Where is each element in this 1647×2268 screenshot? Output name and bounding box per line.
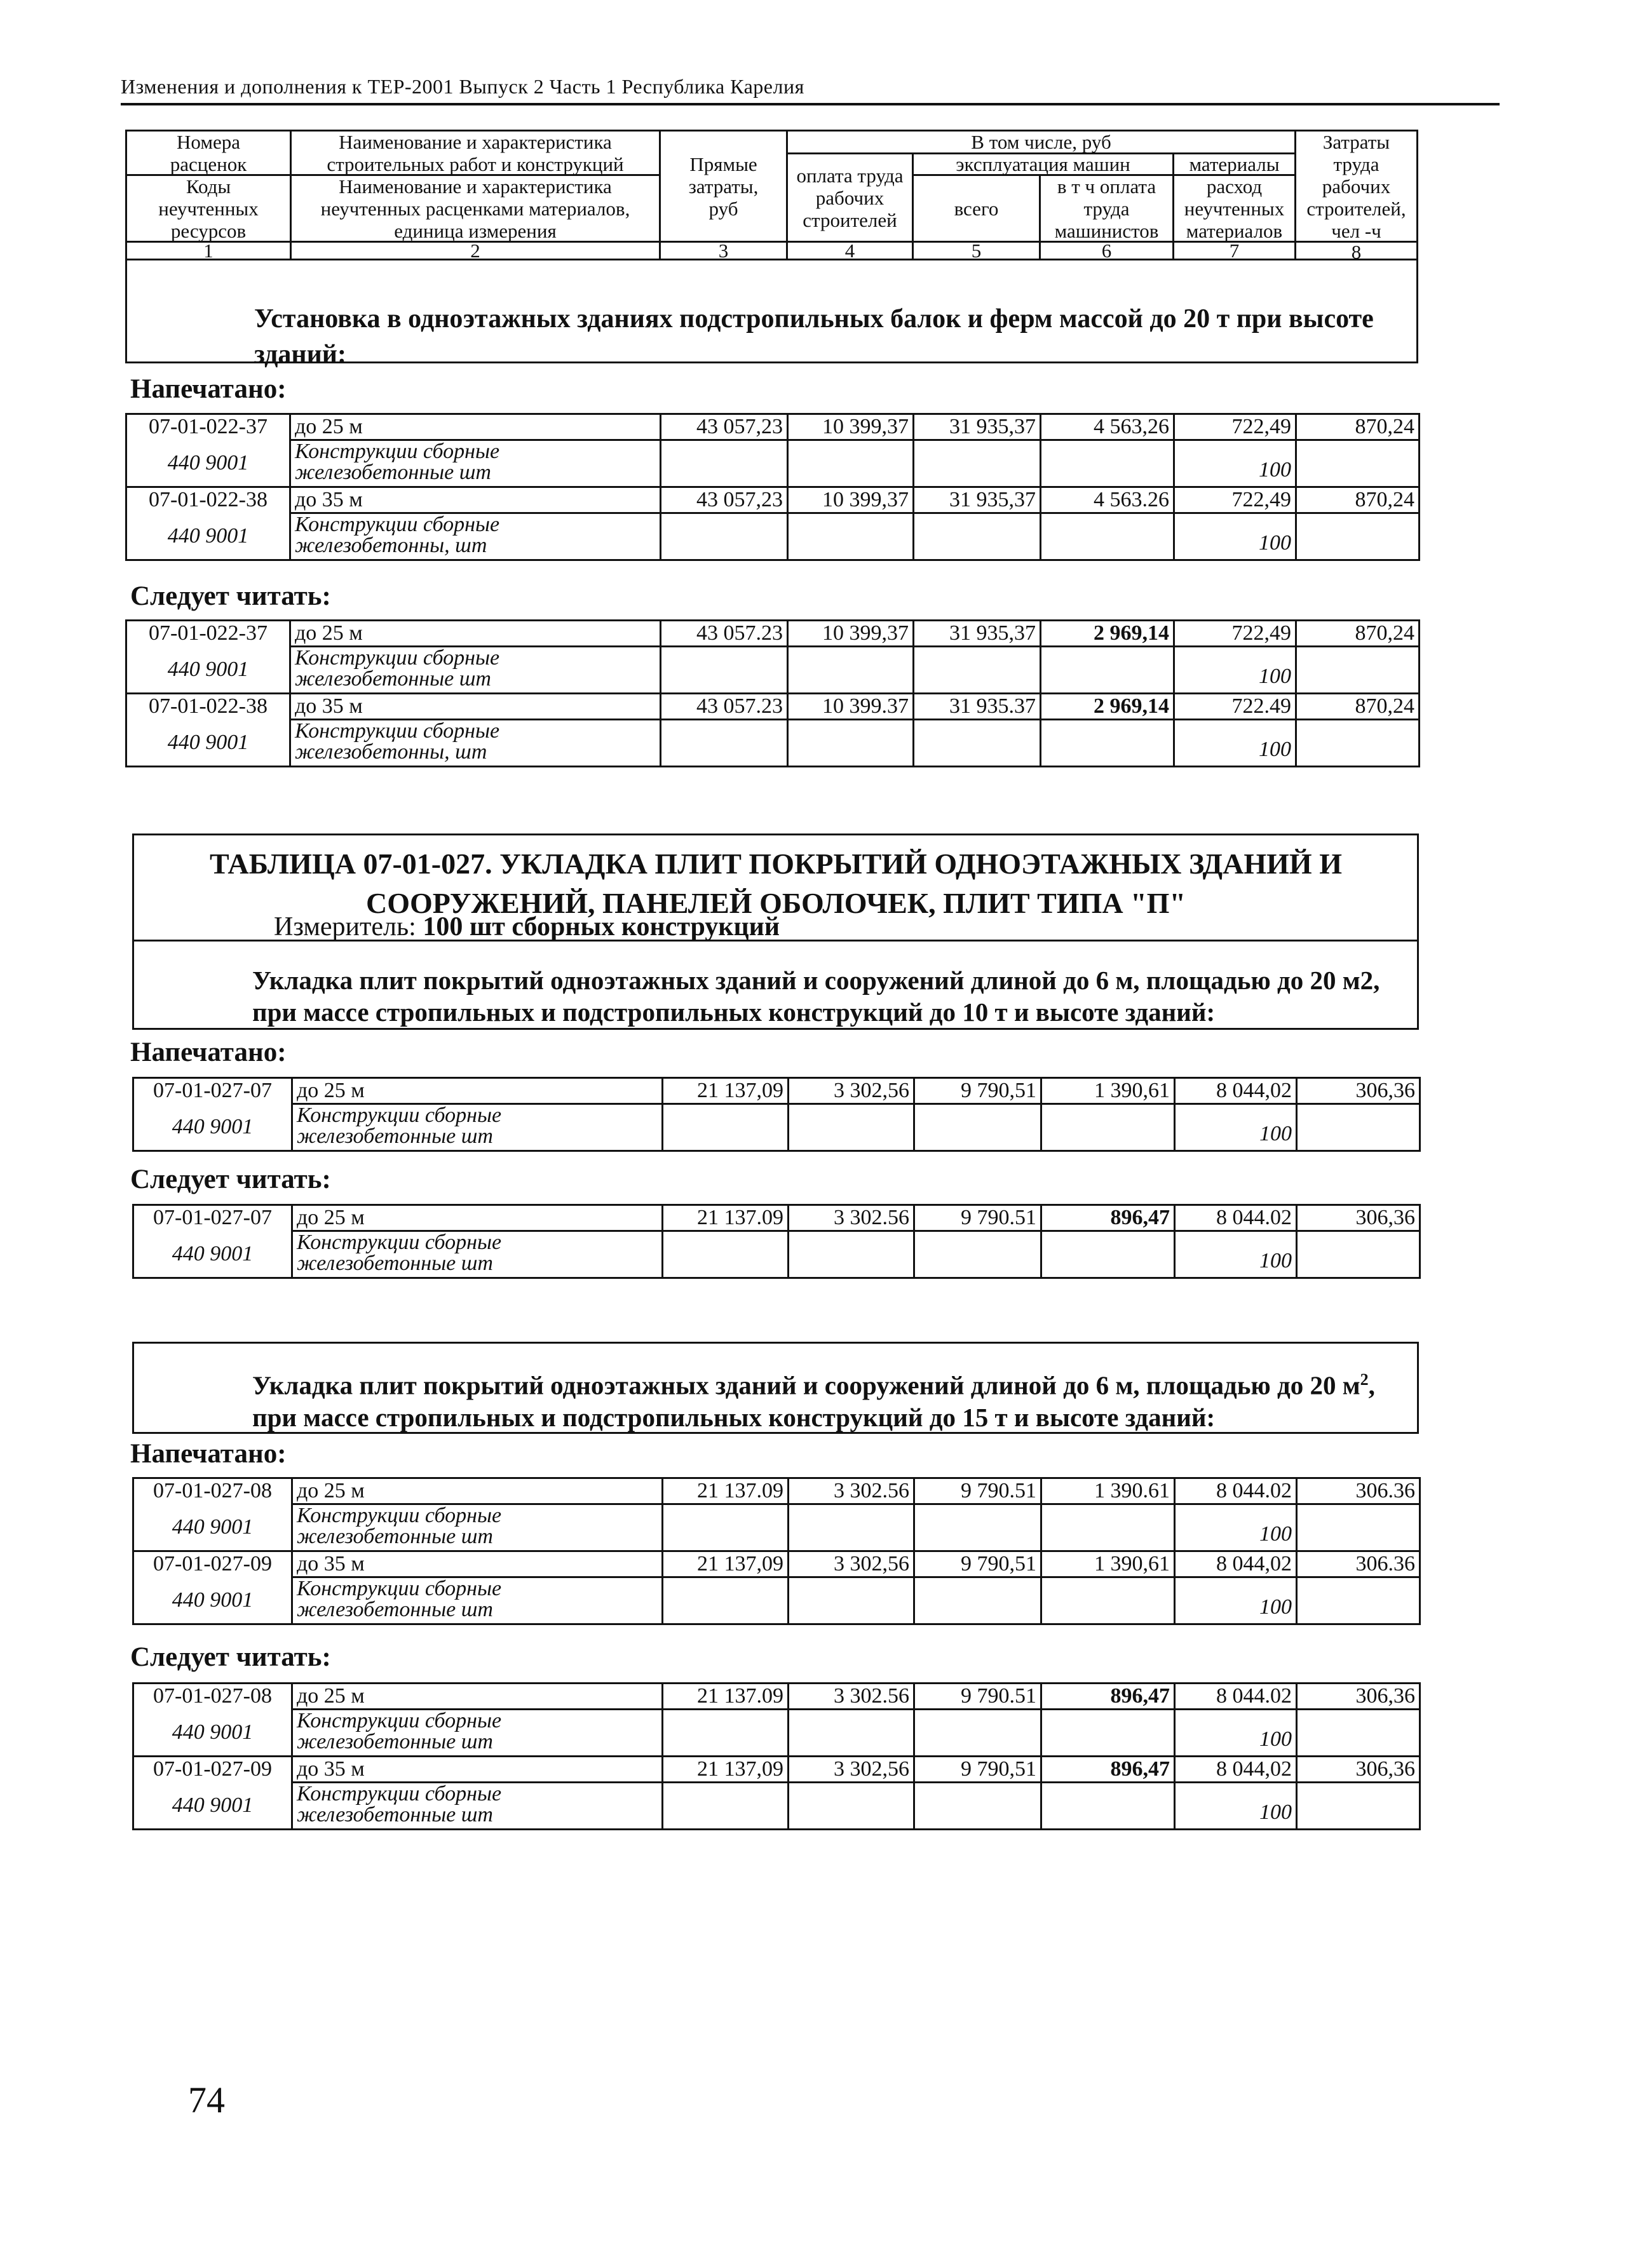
resource-name [292, 1231, 663, 1278]
empty-cell [1041, 1710, 1175, 1757]
empty-cell [914, 513, 1041, 560]
empty-cell [789, 1231, 914, 1278]
resource-row [133, 1783, 1420, 1830]
resource-code: 440 9001 [126, 720, 290, 767]
machinist-pay: 1 390,61 [1041, 1078, 1175, 1104]
resource-name-line1: Конструкции сборные [297, 1577, 502, 1600]
machinist-pay: 896,47 [1041, 1684, 1175, 1710]
materials-cost: 8 044.02 [1175, 1478, 1297, 1504]
empty-cell [914, 440, 1041, 487]
resource-name-line1: Конструкции сборные [297, 1782, 502, 1806]
resource-quantity: 100 [1175, 1104, 1297, 1151]
col3-line3: руб [708, 197, 738, 220]
col-num-3: 3 [661, 243, 788, 260]
rate-code: 07-01-027-07 [133, 1078, 292, 1104]
sub2-title [252, 1364, 1415, 1433]
sub2-line1-wrap [252, 1364, 1415, 1401]
resource-code: 440 9001 [133, 1231, 292, 1278]
direct-costs: 43 057,23 [661, 414, 788, 440]
machine-costs: 31 935,37 [914, 414, 1041, 440]
sub1-box [132, 940, 1419, 1030]
materials-cost: 8 044,02 [1175, 1078, 1297, 1104]
sub1-line2: при массе стропильных и подстропильных конструкций до 10 т и высоте зданий: [252, 997, 1216, 1027]
labor-pay: 3 302,56 [789, 1551, 914, 1577]
machinist-pay: 1 390.61 [1041, 1478, 1175, 1504]
resource-quantity: 100 [1174, 647, 1296, 694]
rate-code: 07-01-027-08 [133, 1684, 292, 1710]
resource-row [126, 440, 1420, 487]
resource-code: 440 9001 [126, 513, 290, 560]
labor-hours: 306.36 [1297, 1551, 1420, 1577]
work-name: до 35 м [292, 1757, 663, 1783]
resource-quantity: 100 [1175, 1710, 1297, 1757]
labor-hours: 306,36 [1297, 1078, 1420, 1104]
empty-cell [1296, 513, 1420, 560]
resource-code: 440 9001 [133, 1577, 292, 1624]
resource-name-line2: железобетонны, шт [295, 740, 487, 764]
col6-line1: в т ч оплата [1057, 175, 1156, 198]
col2-top-header [292, 132, 661, 176]
machine-costs: 9 790.51 [914, 1684, 1041, 1710]
direct-costs: 43 057.23 [661, 694, 788, 720]
machine-costs: 31 935.37 [914, 694, 1041, 720]
col8-header [1296, 132, 1416, 243]
col5-header: всего [914, 176, 1041, 243]
empty-cell [1041, 440, 1174, 487]
empty-cell [1297, 1783, 1420, 1830]
materials-cost: 8 044,02 [1175, 1757, 1297, 1783]
col4-line3: строителей [803, 208, 897, 231]
rate-code: 07-01-027-08 [133, 1478, 292, 1504]
resource-code: 440 9001 [133, 1504, 292, 1551]
labor-pay: 10 399.37 [788, 694, 914, 720]
resource-name-line2: железобетонные шт [295, 461, 491, 484]
sub1-title [252, 964, 1415, 1028]
table-row [126, 487, 1420, 513]
resource-name [292, 1577, 663, 1624]
labor-hours: 870,24 [1296, 487, 1420, 513]
empty-cell [789, 1783, 914, 1830]
rate-code: 07-01-022-38 [126, 694, 290, 720]
resource-quantity: 100 [1174, 720, 1296, 767]
resource-name-line2: железобетонные шт [297, 1124, 493, 1148]
empty-cell [1041, 1577, 1175, 1624]
resource-code: 440 9001 [126, 440, 290, 487]
block3-read-table [132, 1682, 1421, 1830]
table-row [133, 1684, 1420, 1710]
empty-cell [661, 513, 788, 560]
empty-cell [663, 1577, 789, 1624]
materials-cost: 8 044.02 [1175, 1205, 1297, 1231]
empty-cell [914, 1577, 1041, 1624]
resource-quantity: 100 [1175, 1231, 1297, 1278]
empty-cell [914, 647, 1041, 694]
empty-cell [1297, 1577, 1420, 1624]
col8-line5: чел -ч [1331, 219, 1381, 242]
empty-cell [789, 1104, 914, 1151]
col4-header [788, 154, 914, 243]
work-name: до 25 м [292, 1478, 663, 1504]
block1-printed-table [125, 413, 1420, 561]
empty-cell [788, 440, 914, 487]
labor-hours: 306.36 [1297, 1478, 1420, 1504]
col-num-6: 6 [1041, 243, 1174, 260]
direct-costs: 21 137.09 [663, 1478, 789, 1504]
machine-costs: 9 790,51 [914, 1551, 1041, 1577]
table-row [133, 1757, 1420, 1783]
empty-cell [1297, 1231, 1420, 1278]
resource-quantity: 100 [1175, 1577, 1297, 1624]
empty-cell [1041, 720, 1174, 767]
rate-code: 07-01-022-37 [126, 414, 290, 440]
resource-name [292, 1504, 663, 1551]
should-read-label-3: Следует читать: [130, 1642, 331, 1672]
table-row [126, 414, 1420, 440]
table-row [133, 1078, 1420, 1104]
block2-printed-table [132, 1077, 1421, 1152]
resource-name-line2: железобетонные шт [297, 1525, 493, 1548]
should-read-label-2: Следует читать: [130, 1164, 331, 1194]
section1-title-line1: Установка в одноэтажных зданиях подстропильных балок и ферм массой до 20 т при высоте [254, 304, 1374, 334]
group-header: В том числе, руб [788, 132, 1296, 154]
direct-costs: 21 137,09 [663, 1757, 789, 1783]
col1-bottom-line1: Коды [186, 175, 231, 198]
col-num-8: 8 [1351, 240, 1362, 263]
resource-quantity: 100 [1175, 1783, 1297, 1830]
empty-cell [789, 1710, 914, 1757]
col1-top-header [127, 132, 292, 176]
labor-hours: 306,36 [1297, 1205, 1420, 1231]
sub2-line1: Укладка плит покрытий одноэтажных зданий и сооружений длиной до 6 м, площадью до 20 м [252, 1370, 1360, 1400]
direct-costs: 21 137,09 [663, 1551, 789, 1577]
labor-hours: 306,36 [1297, 1684, 1420, 1710]
empty-cell [1041, 647, 1174, 694]
work-name: до 35 м [292, 1551, 663, 1577]
machine-costs: 9 790,51 [914, 1757, 1041, 1783]
machine-costs: 9 790.51 [914, 1205, 1041, 1231]
should-read-label-1: Следует читать: [130, 581, 331, 611]
resource-name-line2: железобетонные шт [297, 1598, 493, 1621]
col4-line2: рабочих [815, 186, 884, 209]
page-number: 74 [188, 2079, 225, 2121]
table-column-header [125, 130, 1418, 263]
empty-cell [1041, 1231, 1175, 1278]
materials-cost: 722,49 [1174, 487, 1296, 513]
work-name: до 25 м [290, 621, 661, 647]
resource-row [126, 647, 1420, 694]
resource-name [292, 1104, 663, 1151]
labor-pay: 10 399,37 [788, 414, 914, 440]
block1-read-table [125, 619, 1420, 767]
empty-cell [1041, 1783, 1175, 1830]
empty-cell [914, 1231, 1041, 1278]
section1-title-line2: зданий: [254, 340, 346, 369]
direct-costs: 21 137,09 [663, 1078, 789, 1104]
empty-cell [1296, 647, 1420, 694]
rate-code: 07-01-027-09 [133, 1757, 292, 1783]
sub2-line2: при массе стропильных и подстропильных конструкций до 15 т и высоте зданий: [252, 1402, 1216, 1432]
resource-name-line2: железобетонные шт [295, 667, 491, 691]
labor-hours: 870,24 [1296, 621, 1420, 647]
resource-name-line1: Конструкции сборные [297, 1231, 502, 1254]
col2-top-line1: Наименование и характеристика [339, 130, 612, 153]
col2-bottom-line1: Наименование и характеристика [339, 175, 612, 198]
resource-quantity: 100 [1175, 1504, 1297, 1551]
resource-code: 440 9001 [133, 1104, 292, 1151]
meter-label: Измеритель: [274, 912, 416, 942]
resource-row [126, 513, 1420, 560]
col-num-5: 5 [914, 243, 1041, 260]
table2-title-box [132, 834, 1419, 942]
col1-top-line1: Номера [177, 130, 240, 153]
empty-cell [914, 1710, 1041, 1757]
labor-pay: 3 302.56 [789, 1205, 914, 1231]
col6-line3: машинистов [1054, 219, 1159, 242]
materials-cost: 722,49 [1174, 621, 1296, 647]
materials-cost: 722.49 [1174, 694, 1296, 720]
empty-cell [788, 647, 914, 694]
resource-name-line1: Конструкции сборные [297, 1504, 502, 1527]
resource-row [133, 1104, 1420, 1151]
empty-cell [914, 1504, 1041, 1551]
col2-top-line2: строительных работ и конструкций [327, 152, 624, 175]
work-name: до 35 м [290, 694, 661, 720]
work-name: до 25 м [292, 1684, 663, 1710]
empty-cell [1297, 1104, 1420, 1151]
work-name: до 35 м [290, 487, 661, 513]
section1-title [254, 301, 1417, 372]
col-num-2: 2 [292, 243, 661, 260]
labor-pay: 3 302.56 [789, 1478, 914, 1504]
table-row [133, 1551, 1420, 1577]
resource-code: 440 9001 [126, 647, 290, 694]
labor-hours: 306,36 [1297, 1757, 1420, 1783]
labor-pay: 3 302.56 [789, 1684, 914, 1710]
col6-header [1041, 176, 1174, 243]
empty-cell [663, 1504, 789, 1551]
resource-name [290, 440, 661, 487]
resource-name-line1: Конструкции сборные [295, 719, 500, 743]
labor-hours: 870,24 [1296, 694, 1420, 720]
labor-pay: 3 302,56 [789, 1078, 914, 1104]
col7-line3: материалов [1186, 219, 1283, 242]
table-row [133, 1478, 1420, 1504]
table2-title-line1: ТАБЛИЦА 07-01-027. УКЛАДКА ПЛИТ ПОКРЫТИЙ ОДНОЭТАЖНЫХ ЗДАНИЙ И [210, 847, 1342, 880]
resource-row [133, 1577, 1420, 1624]
col3-header [661, 132, 788, 243]
section1-box [125, 259, 1418, 369]
empty-cell [663, 1783, 789, 1830]
machine-costs: 9 790.51 [914, 1478, 1041, 1504]
resource-name-line1: Конструкции сборные [297, 1709, 502, 1732]
direct-costs: 21 137.09 [663, 1205, 789, 1231]
empty-cell [914, 1104, 1041, 1151]
running-header: Изменения и дополнения к ТЕР-2001 Выпуск 2 Часть 1 Республика Карелия [121, 75, 804, 98]
resource-quantity: 100 [1174, 440, 1296, 487]
empty-cell [789, 1504, 914, 1551]
rate-code: 07-01-022-37 [126, 621, 290, 647]
col-num-7: 7 [1174, 243, 1296, 260]
printed-label-3: Напечатано: [130, 1439, 287, 1469]
col7-line1: расход [1206, 175, 1263, 198]
machinist-pay: 896,47 [1041, 1757, 1175, 1783]
col8-line2: труда [1333, 152, 1379, 175]
resource-row [133, 1231, 1420, 1278]
labor-pay: 10 399,37 [788, 487, 914, 513]
machinist-pay: 896,47 [1041, 1205, 1175, 1231]
materials-header: материалы [1174, 154, 1296, 176]
empty-cell [663, 1231, 789, 1278]
empty-cell [1296, 440, 1420, 487]
empty-cell [789, 1577, 914, 1624]
labor-pay: 3 302,56 [789, 1757, 914, 1783]
empty-cell [1041, 513, 1174, 560]
resource-row [133, 1710, 1420, 1757]
machine-costs: 31 935,37 [914, 621, 1041, 647]
printed-label-2: Напечатано: [130, 1037, 287, 1067]
col2-bottom-line2: неучтенных расценками материалов, [320, 197, 630, 220]
empty-cell [661, 720, 788, 767]
rate-code: 07-01-027-07 [133, 1205, 292, 1231]
resource-name-line2: железобетонные шт [297, 1803, 493, 1826]
empty-cell [1296, 720, 1420, 767]
work-name: до 25 м [290, 414, 661, 440]
resource-quantity: 100 [1174, 513, 1296, 560]
col1-bottom-line2: неучтенных [158, 197, 259, 220]
resource-row [133, 1504, 1420, 1551]
machinist-pay: 4 563.26 [1041, 487, 1174, 513]
empty-cell [661, 647, 788, 694]
meter-value: 100 шт сборных конструкций [423, 912, 780, 942]
resource-name-line1: Конструкции сборные [295, 646, 500, 670]
labor-hours: 870,24 [1296, 414, 1420, 440]
sub2-comma: , [1368, 1370, 1375, 1400]
empty-cell [661, 440, 788, 487]
col1-top-line2: расценок [170, 152, 247, 175]
resource-name [292, 1710, 663, 1757]
col3-line2: затраты, [688, 175, 759, 198]
printed-label-1: Напечатано: [130, 374, 287, 404]
resource-name-line1: Конструкции сборные [295, 440, 500, 463]
direct-costs: 21 137.09 [663, 1684, 789, 1710]
empty-cell [1297, 1710, 1420, 1757]
table-row [126, 694, 1420, 720]
col8-line1: Затраты [1322, 130, 1390, 153]
table-row [133, 1205, 1420, 1231]
resource-name-line2: железобетонные шт [297, 1252, 493, 1275]
col1-bottom-header [127, 176, 292, 243]
machine-costs: 31 935,37 [914, 487, 1041, 513]
empty-cell [914, 720, 1041, 767]
sub2-sup: 2 [1360, 1370, 1369, 1389]
col8-line3: рабочих [1322, 175, 1391, 198]
resource-name [292, 1783, 663, 1830]
col6-line2: труда [1083, 197, 1130, 220]
resource-code: 440 9001 [133, 1783, 292, 1830]
resource-code: 440 9001 [133, 1710, 292, 1757]
col2-bottom-header [292, 176, 661, 243]
machines-header: эксплуатация машин [914, 154, 1174, 176]
col-num-4: 4 [788, 243, 914, 260]
materials-cost: 722,49 [1174, 414, 1296, 440]
col1-bottom-line3: ресурсов [170, 219, 247, 242]
resource-name-line2: железобетонные шт [297, 1730, 493, 1753]
resource-name-line1: Конструкции сборные [295, 513, 500, 536]
empty-cell [788, 720, 914, 767]
work-name: до 25 м [292, 1205, 663, 1231]
resource-row [126, 720, 1420, 767]
block2-read-table [132, 1204, 1421, 1279]
empty-cell [1041, 1504, 1175, 1551]
empty-cell [1297, 1504, 1420, 1551]
labor-pay: 10 399,37 [788, 621, 914, 647]
col2-bottom-line3: единица измерения [394, 219, 557, 242]
col7-header [1174, 176, 1296, 243]
col3-line1: Прямые [689, 152, 757, 175]
col8-line4: строителей, [1306, 197, 1406, 220]
block3-printed-table [132, 1477, 1421, 1625]
resource-name [290, 513, 661, 560]
empty-cell [914, 1783, 1041, 1830]
sub2-box [132, 1342, 1419, 1434]
resource-name [290, 647, 661, 694]
machinist-pay: 4 563,26 [1041, 414, 1174, 440]
empty-cell [788, 513, 914, 560]
empty-cell [663, 1104, 789, 1151]
sub1-line1: Укладка плит покрытий одноэтажных зданий и сооружений длиной до 6 м, площадью до 20 м2, [252, 966, 1380, 995]
materials-cost: 8 044,02 [1175, 1551, 1297, 1577]
machine-costs: 9 790,51 [914, 1078, 1041, 1104]
col7-line2: неучтенных [1184, 197, 1285, 220]
meter-line [274, 912, 780, 942]
resource-name-line1: Конструкции сборные [297, 1104, 502, 1127]
machinist-pay: 2 969,14 [1041, 694, 1174, 720]
machinist-pay: 2 969,14 [1041, 621, 1174, 647]
rate-code: 07-01-022-38 [126, 487, 290, 513]
machinist-pay: 1 390,61 [1041, 1551, 1175, 1577]
table2-title-line2: СООРУЖЕНИЙ, ПАНЕЛЕЙ ОБОЛОЧЕК, ПЛИТ ТИПА "П" [366, 887, 1186, 919]
empty-cell [1041, 1104, 1175, 1151]
materials-cost: 8 044.02 [1175, 1684, 1297, 1710]
col-num-1: 1 [127, 243, 292, 260]
rate-code: 07-01-027-09 [133, 1551, 292, 1577]
table-row [126, 621, 1420, 647]
col4-line1: оплата труда [796, 164, 904, 187]
resource-name [290, 720, 661, 767]
resource-name-line2: железобетонны, шт [295, 534, 487, 557]
empty-cell [663, 1710, 789, 1757]
direct-costs: 43 057,23 [661, 487, 788, 513]
direct-costs: 43 057.23 [661, 621, 788, 647]
header-rule [121, 103, 1500, 105]
work-name: до 25 м [292, 1078, 663, 1104]
